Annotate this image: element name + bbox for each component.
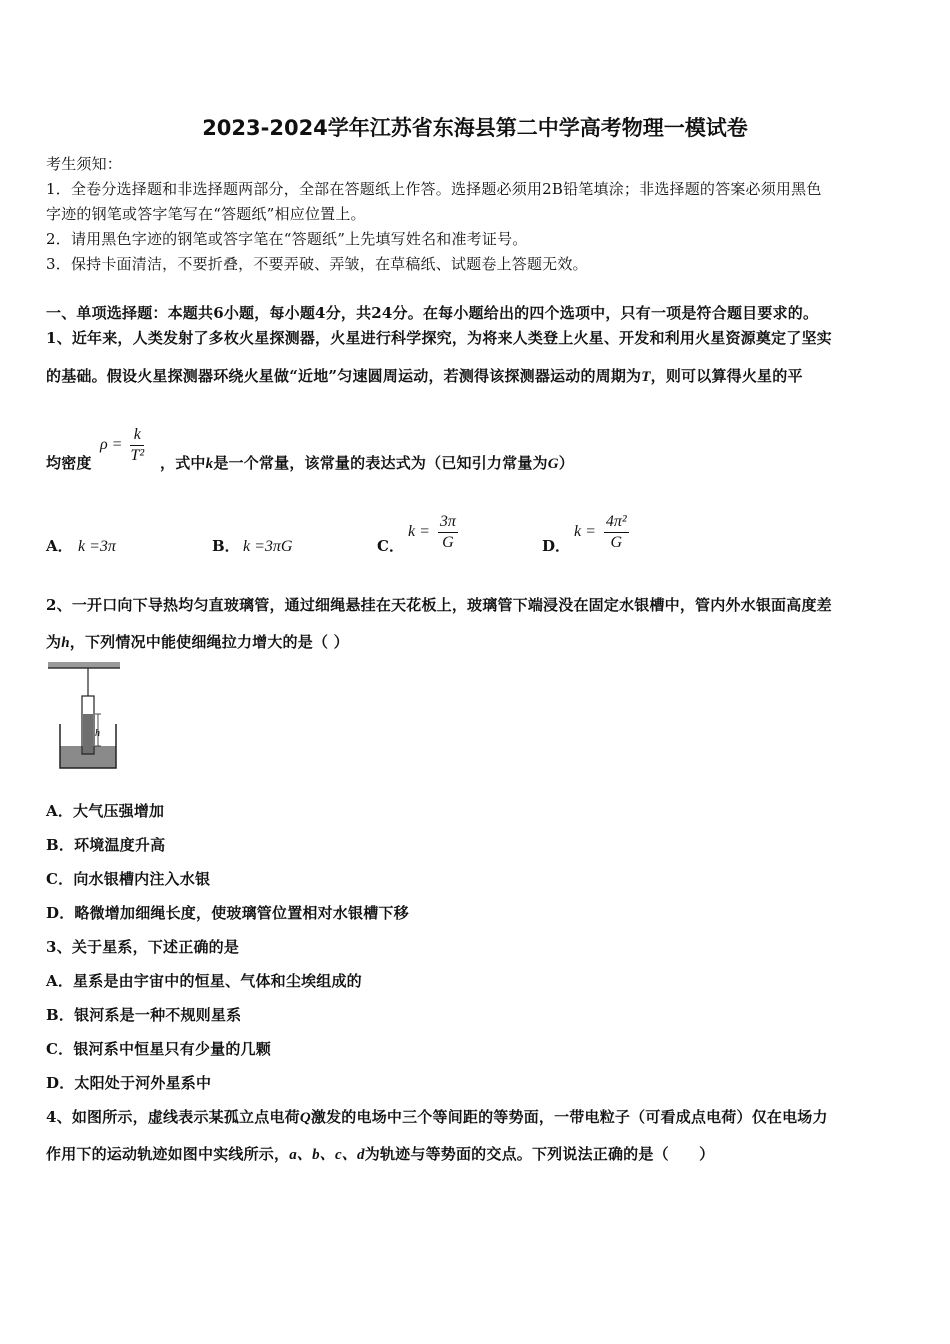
q1-option-b: k =3πG [243,538,293,555]
rho-numerator: k [130,425,144,446]
glass-tube-figure [44,660,124,772]
q3-option-d: D．太阳处于河外星系中 [46,1074,212,1092]
var-k: k [205,456,214,472]
q3-option-c: C．银河系中恒星只有少量的几颗 [46,1040,271,1058]
notice-item-1-cont: 字迹的钢笔或答字笔写在“答题纸”相应位置上。 [46,205,366,223]
notice-heading: 考生须知： [46,155,123,173]
var-T: T [641,369,651,385]
option-c-denominator: G [442,534,454,551]
q1-option-a: k =3π [78,538,116,555]
var-Q: Q [299,1110,311,1126]
q2-stem-line1: 2、一开口向下导热均匀直玻璃管，通过细绳悬挂在天花板上，玻璃管下端浸没在固定水银槽中，管内外水银面高度差 [46,596,832,614]
q1-stem-line3a: 均密度 [46,454,92,472]
option-c-lhs: k = [408,523,430,541]
density-formula [100,425,144,466]
q2-option-a: A．大气压强增加 [46,802,165,820]
q1-option-d-label: D． [542,537,571,555]
q4-text: 4、如图所示，虚线表示某孤立点电荷 [46,1108,300,1126]
notice-item-2: 2．请用黑色字迹的钢笔或答字笔在“答题纸”上先填写姓名和准考证号。 [46,230,528,248]
option-d-lhs: k = [574,523,596,541]
ceiling [48,662,120,668]
page-title: 2023-2024学年江苏省东海县第二中学高考物理一模试卷 [202,116,748,140]
q4-text: 作用下的运动轨迹如图中实线所示， [46,1145,290,1163]
q2-option-c: C．向水银槽内注入水银 [46,870,211,888]
vars-abcd: a、b、c、d [289,1147,365,1163]
q1-stem-line2 [46,365,803,386]
q4-stem-line1 [46,1106,828,1127]
notice-item-3: 3．保持卡面清洁，不要折叠，不要弄破、弄皱，在草稿纸、试题卷上答题无效。 [46,255,588,273]
option-d-denominator: G [610,534,623,551]
q1-text: ，式中 [160,454,206,472]
q4-stem-line2 [46,1143,714,1164]
q4-text: 为轨迹与等势面的交点。下列说法正确的是（ ） [364,1145,715,1163]
q1-text: ，则可以算得火星的平 [650,367,803,385]
q1-option-a-label: A． [46,537,73,555]
section-heading: 一、单项选择题：本题共6小题，每小题4分，共24分。在每小题给出的四个选项中，只有一项是符合题目要求的。 [46,304,819,322]
q2-stem-line2 [46,631,349,652]
figure-label-h: h [95,728,100,739]
q1-option-c [408,512,458,553]
q2-option-d: D．略微增加细绳长度，使玻璃管位置相对水银槽下移 [46,904,409,922]
q1-text: 的基础。假设火星探测器环绕火星做“近地”匀速圆周运动，若测得该探测器运动的周期为 [46,367,642,385]
rho-denominator: T² [130,447,145,464]
option-d-numerator: 4π² [604,512,629,533]
q3-stem: 3、关于星系，下述正确的是 [46,938,240,956]
q1-stem-line1: 1、近年来，人类发射了多枚火星探测器，火星进行科学探究，为将来人类登上火星、开发和利用火星资源奠定了坚实 [46,329,832,347]
var-G: G [547,456,559,472]
q1-stem-line3b [160,452,574,473]
option-c-numerator: 3π [438,512,458,533]
q1-option-c-label: C． [377,537,404,555]
q1-option-d [574,512,629,553]
q2-text: 为 [46,633,62,651]
notice-item-1: 1．全卷分选择题和非选择题两部分，全部在答题纸上作答。选择题必须用2B铅笔填涂；非选择题的答案必须用黑色 [46,180,822,198]
q4-text: 激发的电场中三个等间距的等势面，一带电粒子（可看成点电荷）仅在电场力 [310,1108,828,1126]
q1-text: 是一个常量，该常量的表达式为（已知引力常量为 [213,454,548,472]
q2-option-b: B．环境温度升高 [46,836,166,854]
q3-option-a: A．星系是由宇宙中的恒星、气体和尘埃组成的 [46,972,362,990]
rho-symbol: ρ = [100,436,123,454]
q1-text: ） [558,454,574,472]
var-h: h [61,635,70,651]
q3-option-b: B．银河系是一种不规则星系 [46,1006,242,1024]
tube-mercury [83,714,93,754]
q1-option-b-label: B． [212,537,240,555]
q2-text: ，下列情况中能使细绳拉力增大的是（ ） [69,633,349,651]
